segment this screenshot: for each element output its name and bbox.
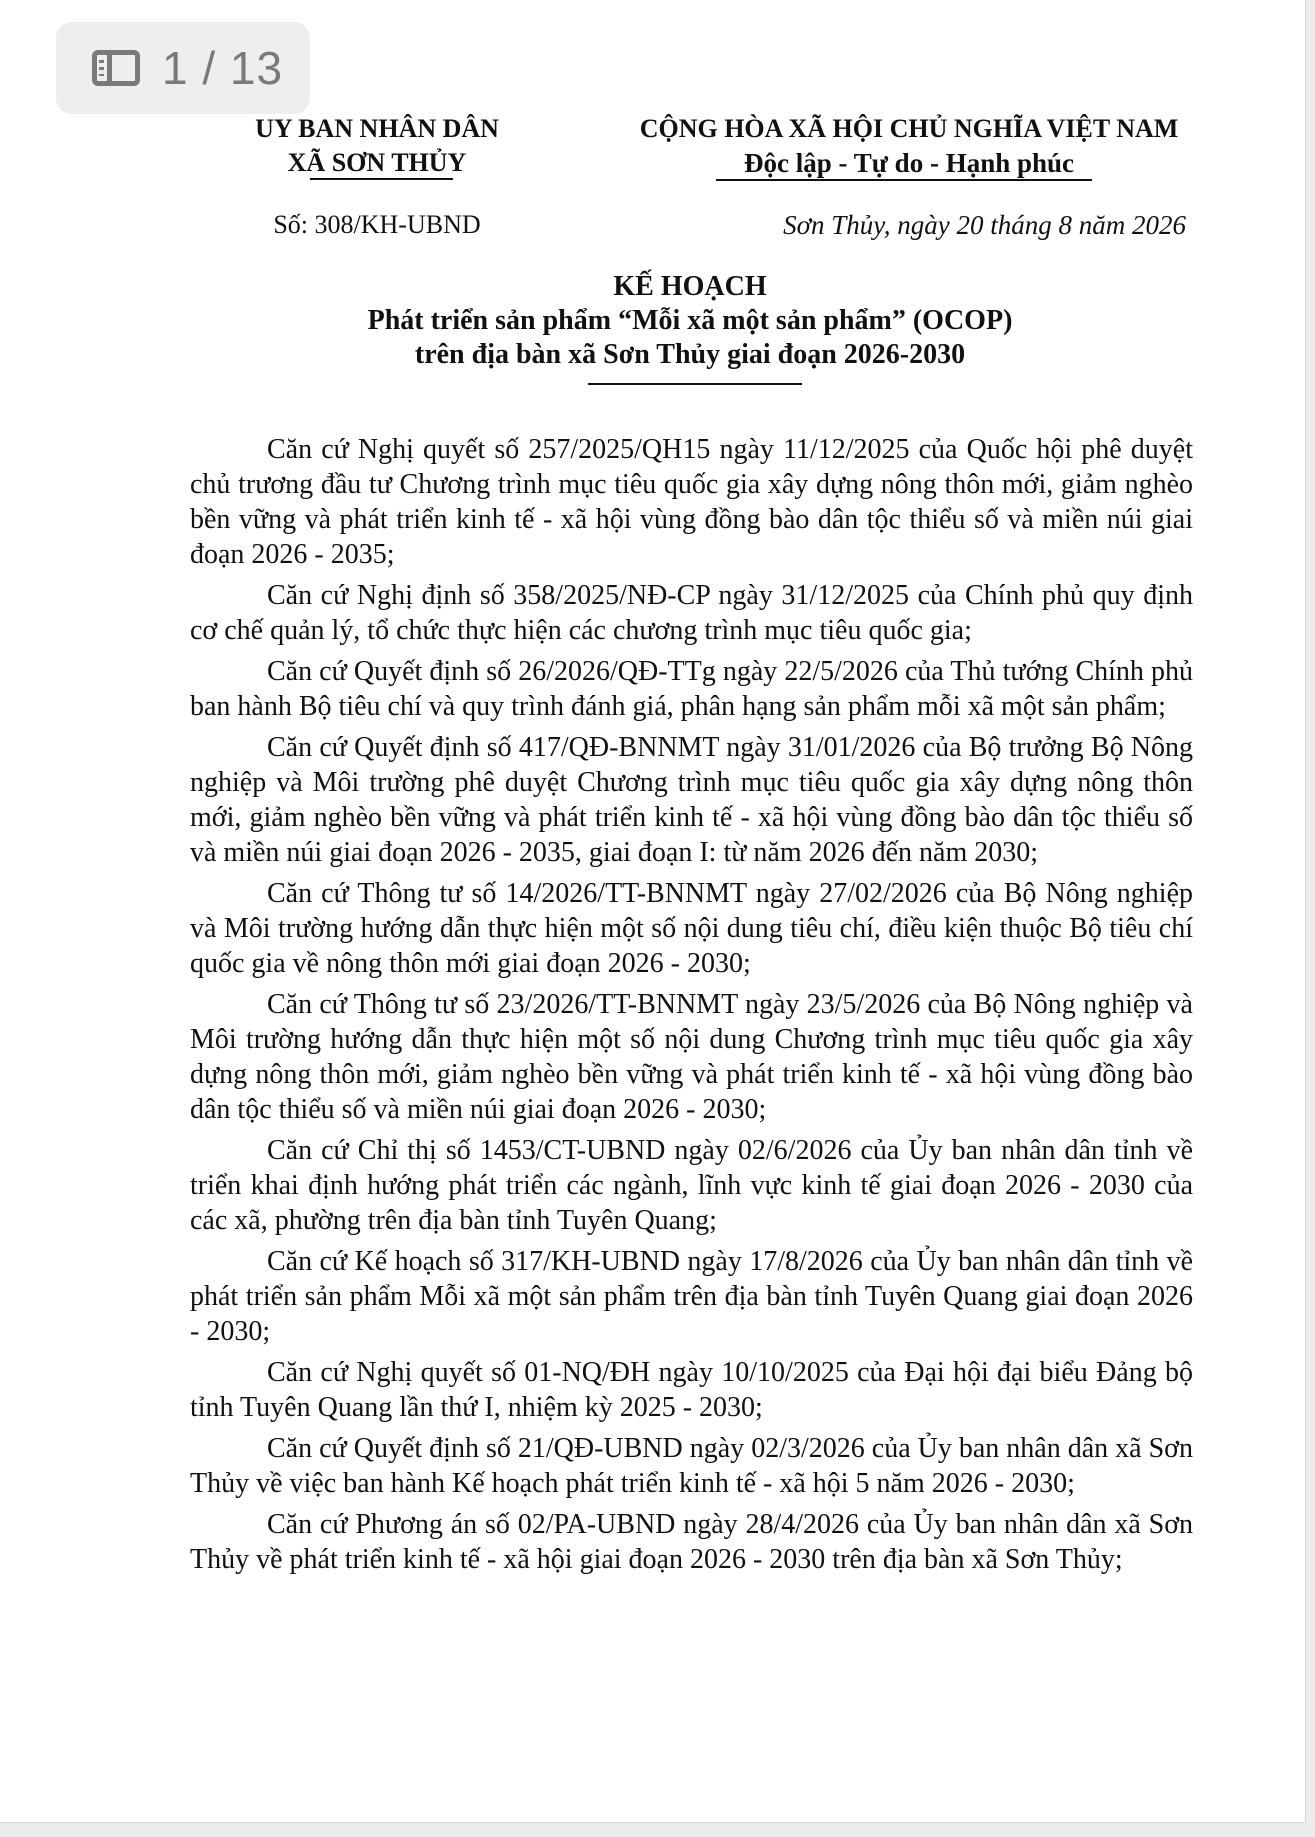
page-indicator-text: 1 / 13 (162, 42, 284, 94)
legal-basis-paragraph: Căn cứ Nghị quyết số 257/2025/QH15 ngày 11/12/2025 của Quốc hội phê duyệt chủ trương đầu tư Chương trình mục tiêu quốc gia xây dựng nông thôn mới, giảm nghèo bền vững và phát triển kinh tế - xã hội vùng đồng bào dân tộc thiểu số và miền núi giai đoạn 2026 - 2035; (190, 434, 1193, 570)
legal-basis-paragraph: Căn cứ Quyết định số 21/QĐ-UBND ngày 02/3/2026 của Ủy ban nhân dân xã Sơn Thủy về việc ban hành Kế hoạch phát triển kinh tế - xã hội 5 năm 2026 - 2030; (190, 1433, 1193, 1499)
nation-line-1: CỘNG HÒA XÃ HỘI CHỦ NGHĨA VIỆT NAM (639, 114, 1179, 143)
legal-basis-paragraph: Căn cứ Quyết định số 26/2026/QĐ-TTg ngày 22/5/2026 của Thủ tướng Chính phủ ban hành Bộ tiêu chí và quy trình đánh giá, phân hạng sản phẩm mỗi xã một sản phẩm; (190, 656, 1193, 722)
issuing-agency (222, 112, 532, 180)
legal-basis-paragraph: Căn cứ Thông tư số 23/2026/TT-BNNMT ngày 23/5/2026 của Bộ Nông nghiệp và Môi trường hướng dẫn thực hiện một số nội dung Chương trình mục tiêu quốc gia xây dựng nông thôn mới, giảm nghèo bền vững và phát triển kinh tế - xã hội vùng đồng bào dân tộc thiểu số và miền núi giai đoạn 2026 - 2030; (190, 989, 1193, 1125)
legal-basis-paragraph: Căn cứ Kế hoạch số 317/KH-UBND ngày 17/8/2026 của Ủy ban nhân dân tỉnh về phát triển sản phẩm Mỗi xã một sản phẩm trên địa bàn tỉnh Tuyên Quang giai đoạn 2026 - 2030; (190, 1246, 1193, 1347)
nation-motto: Độc lập - Tự do - Hạnh phúc (743, 148, 1075, 178)
agency-underline (310, 178, 453, 180)
national-header (596, 112, 1222, 180)
page-indicator[interactable] (56, 22, 310, 114)
agency-line-2: XÃ SƠN THỦY (287, 148, 467, 177)
document-number: Số: 308/KH-UBND (273, 210, 481, 239)
agency-line-1: UY BAN NHÂN DÂN (255, 114, 499, 143)
legal-basis-paragraph: Căn cứ Nghị quyết số 01-NQ/ĐH ngày 10/10/2025 của Đại hội đại biểu Đảng bộ tỉnh Tuyên Quang lần thứ I, nhiệm kỳ 2025 - 2030; (190, 1357, 1193, 1423)
legal-basis-paragraph: Căn cứ Phương án số 02/PA-UBND ngày 28/4/2026 của Ủy ban nhân dân xã Sơn Thủy về phát triển kinh tế - xã hội giai đoạn 2026 - 2030 trên địa bàn xã Sơn Thủy; (190, 1509, 1193, 1575)
sidebar-toggle-icon[interactable] (92, 50, 140, 86)
motto-underline (716, 179, 1092, 181)
legal-basis-paragraph: Căn cứ Thông tư số 14/2026/TT-BNNMT ngày 27/02/2026 của Bộ Nông nghiệp và Môi trường hướng dẫn thực hiện một số nội dung tiêu chí, điều kiện thuộc Bộ tiêu chí quốc gia về nông thôn mới giai đoạn 2026 - 2030; (190, 878, 1193, 979)
title-line-2: Phát triển sản phẩm “Mỗi xã một sản phẩm” (OCOP) (367, 305, 1013, 336)
legal-basis-paragraph: Căn cứ Nghị định số 358/2025/NĐ-CP ngày 31/12/2025 của Chính phủ quy định cơ chế quản lý, tổ chức thực hiện các chương trình mục tiêu quốc gia; (190, 580, 1193, 646)
legal-basis-paragraph: Căn cứ Chỉ thị số 1453/CT-UBND ngày 02/6/2026 của Ủy ban nhân dân tỉnh về triển khai định hướng phát triển các ngành, lĩnh vực kinh tế giai đoạn 2026 - 2030 của các xã, phường trên địa bàn tỉnh Tuyên Quang; (190, 1135, 1193, 1236)
legal-basis-paragraph: Căn cứ Quyết định số 417/QĐ-BNNMT ngày 31/01/2026 của Bộ trưởng Bộ Nông nghiệp và Môi trường phê duyệt Chương trình mục tiêu quốc gia xây dựng nông thôn mới, giảm nghèo bền vững và phát triển kinh tế - xã hội vùng đồng bào dân tộc thiểu số và miền núi giai đoạn 2026 - 2035, giai đoạn I: từ năm 2026 đến năm 2030; (190, 732, 1193, 868)
place-date: Sơn Thủy, ngày 20 tháng 8 năm 2026 (783, 210, 1186, 240)
document-title (190, 270, 1190, 372)
document-body (190, 432, 1193, 1583)
title-underline (588, 383, 802, 385)
title-line-1: KẾ HOẠCH (613, 271, 767, 302)
title-line-3: trên địa bàn xã Sơn Thủy giai đoạn 2026-2030 (414, 339, 966, 370)
